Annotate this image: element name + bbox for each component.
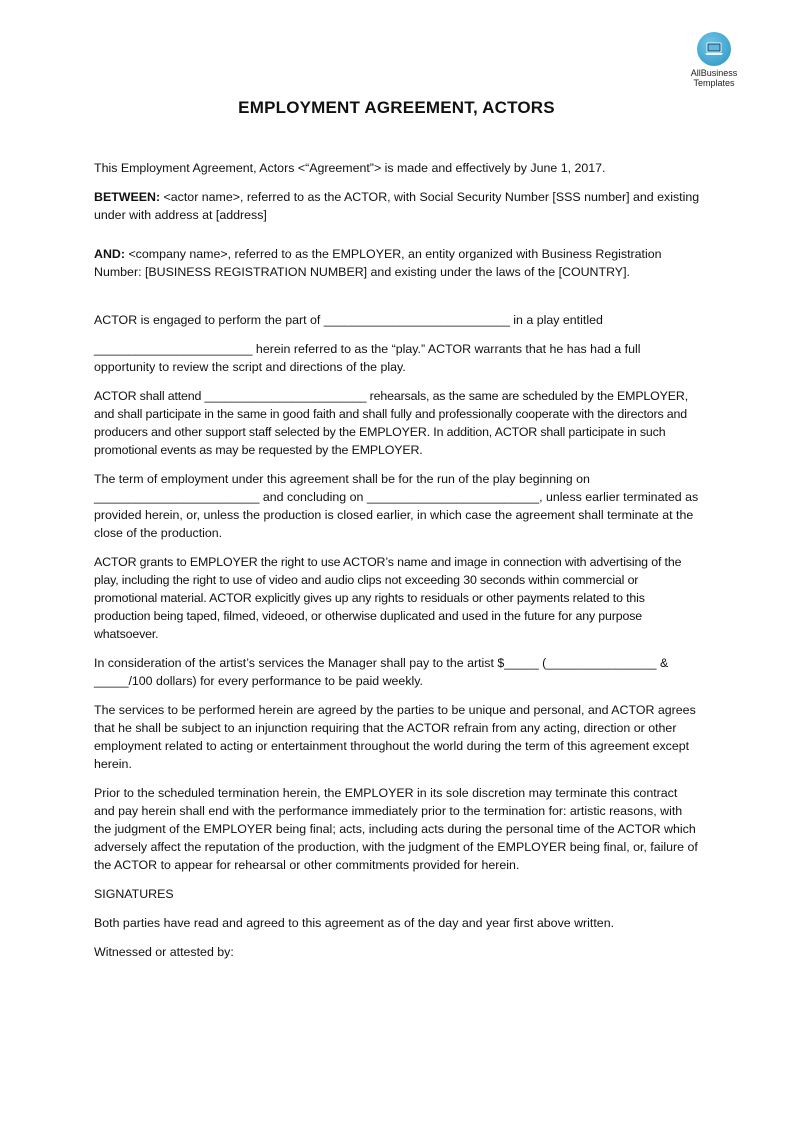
logo-text [684,68,744,88]
engaged-paragraph: ACTOR is engaged to perform the part of ___________________________ in a play entitled [94,313,603,327]
document-body [94,159,700,972]
between-label: BETWEEN: [94,190,161,204]
termination-paragraph: Prior to the scheduled termination herein, the EMPLOYER in its sole discretion may terminate this contract and pay herein shall end with the performance immediately prior to the termination for: artistic reasons, with the judgment of the EMPLOYER being final; acts, including acts during the personal time of the ACTOR which adversely affect the reputation of the production, with the judgment of the EMPLOYER being final, or, failure of the ACTOR to appear for rehearsal or other commitments provided for herein. [94,786,698,872]
allbusiness-templates-logo [684,32,744,88]
rights-paragraph: ACTOR grants to EMPLOYER the right to use ACTOR’s name and image in connection with advertising of the play, including the right to use of video and audio clips not exceeding 30 seconds within commercial or promotional material. ACTOR explicitly gives up any rights to residuals or other payments related to this production being taped, filmed, videoed, or otherwise duplicated and used in the future for any purpose whatsoever. [94,555,682,641]
unique-paragraph: The services to be performed herein are agreed by the parties to be unique and personal, and ACTOR agrees that he shall be subject to an injunction requiring that the ACTOR refrain from any acting, direction or other employment related to acting or entertainment throughout the world during the term of this agreement except herein. [94,703,696,771]
between-text: <actor name>, referred to as the ACTOR, with Social Security Number [SSS number] and existing under with address at [address] [94,190,700,222]
agreed-paragraph: Both parties have read and agreed to this agreement as of the day and year first above written. [94,916,615,930]
term-paragraph: The term of employment under this agreement shall be for the run of the play beginning on ________________________ and concluding on _________________________, unless earlier terminated as provided herein, or, unless the production is closed earlier, in which case the agreement shall terminate at the close of the production. [94,472,699,540]
and-text: <company name>, referred to as the EMPLOYER, an entity organized with Business Registration Number: [BUSINESS REGISTRATION NUMBER] and existing under the laws of the [COUNTRY]. [94,247,662,279]
and-label: AND: [94,247,125,261]
signatures-heading: SIGNATURES [94,887,174,901]
between-paragraph [94,188,700,224]
witnessed-line: Witnessed or attested by: [94,945,234,959]
logo-line-1: AllBusiness [690,68,738,78]
laptop-icon [697,32,731,66]
document-title: EMPLOYMENT AGREEMENT, ACTORS [238,98,555,117]
attend-paragraph: ACTOR shall attend ________________________ rehearsals, as the same are scheduled by the EMPLOYER, and shall participate in the same in good faith and shall fully and professionally cooperate with the directors and producers and other support staff selected by the EMPLOYER. In addition, ACTOR shall participate in such promotional events as may be requested by the EMPLOYER. [94,389,688,457]
intro-paragraph: This Employment Agreement, Actors <“Agreement”> is made and effectively by June 1, 2017. [94,161,606,175]
play-paragraph: _______________________ herein referred to as the “play.” ACTOR warrants that he has had a full opportunity to review the script and directions of the play. [94,342,641,374]
logo-line-2: Templates [693,78,735,88]
and-paragraph [94,245,700,281]
pay-paragraph: In consideration of the artist’s services the Manager shall pay to the artist $_____ (________________ & _____/100 dollars) for every performance to be paid weekly. [94,656,669,688]
